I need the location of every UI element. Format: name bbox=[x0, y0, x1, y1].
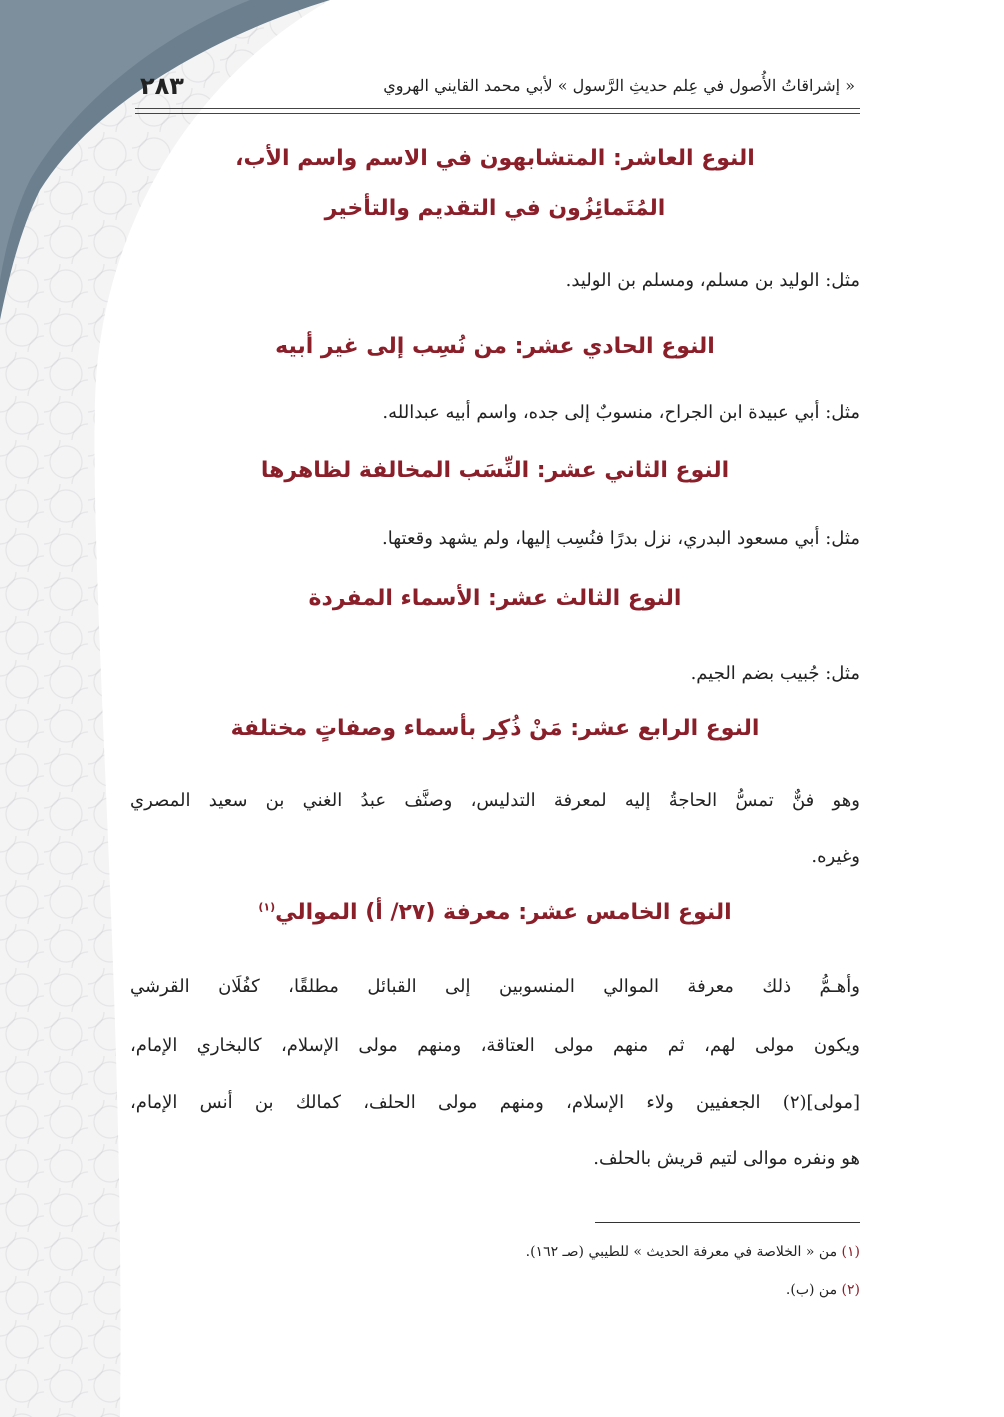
running-header-title: « إشراقاتُ الأُصول في عِلم حديثِ الرَّسول » لأبي محمد القايني الهروي bbox=[383, 76, 855, 95]
section-heading: النوع العاشر: المتشابهون في الاسم واسم الأب، bbox=[235, 146, 755, 171]
footnote-marker: (١) bbox=[841, 1244, 860, 1260]
footnote-marker: (٢) bbox=[841, 1282, 860, 1298]
header-rule bbox=[135, 108, 860, 109]
body-line: ويكون مولى لهم، ثم منهم مولى العتاقة، ومنهم مولى الإسلام، كالبخاري الإمام، bbox=[130, 1035, 860, 1056]
section-heading bbox=[130, 900, 860, 925]
body-line: مثل: أبي عبيدة ابن الجراح، منسوبٌ إلى جده، واسم أبيه عبدالله. bbox=[382, 402, 860, 423]
page-number: ٢٨٣ bbox=[140, 72, 184, 100]
section-heading: النوع الثاني عشر: النِّسَب المخالفة لظاهرها bbox=[260, 458, 730, 483]
section-heading-text: النوع الخامس عشر: معرفة (٢٧/ أ) الموالي bbox=[275, 900, 732, 925]
section-heading: النوع الرابع عشر: مَنْ ذُكِر بأسماء وصفاتٍ مختلفة bbox=[230, 716, 760, 741]
footnote bbox=[130, 1282, 860, 1298]
header-rule-secondary bbox=[135, 113, 860, 114]
body-line: [مولى](٢) الجعفيين ولاء الإسلام، ومنهم مولى الحلف، كمالك بن أنس الإمام، bbox=[130, 1092, 860, 1113]
page-content bbox=[130, 0, 860, 1417]
footnote bbox=[130, 1244, 860, 1260]
section-heading: النوع الثالث عشر: الأسماء المفردة bbox=[308, 586, 682, 611]
footnote-text: من (ب). bbox=[785, 1282, 838, 1298]
body-line: مثل: أبي مسعود البدري، نزل بدرًا فنُسِب إليها، ولم يشهد وقعتها. bbox=[382, 528, 860, 549]
body-line: وأهـمُّ ذلك معرفة الموالي المنسوبين إلى القبائل مطلقًا، كفُلَان القرشي bbox=[130, 976, 860, 997]
body-line: وغيره. bbox=[811, 846, 860, 867]
body-line: مثل: الوليد بن مسلم، ومسلم بن الوليد. bbox=[565, 270, 860, 291]
body-line: مثل: جُبيب بضم الجيم. bbox=[690, 663, 860, 684]
footnote-separator bbox=[595, 1222, 860, 1223]
footnote-text: من « الخلاصة في معرفة الحديث » للطيبي (صـ ١٦٢). bbox=[525, 1244, 838, 1260]
body-line: هو ونفره موالى لتيم قريش بالحلف. bbox=[593, 1148, 860, 1169]
section-heading: النوع الحادي عشر: من نُسِب إلى غير أبيه bbox=[275, 334, 715, 359]
footnote-reference[interactable]: (١) bbox=[258, 900, 276, 914]
section-heading-continuation: المُتَمائِزُون في التقديم والتأخير bbox=[324, 196, 666, 221]
body-line: وهو فنٌّ تمسُّ الحاجةُ إليه لمعرفة التدليس، وصنَّف عبدُ الغني بن سعيد المصري bbox=[130, 790, 860, 811]
